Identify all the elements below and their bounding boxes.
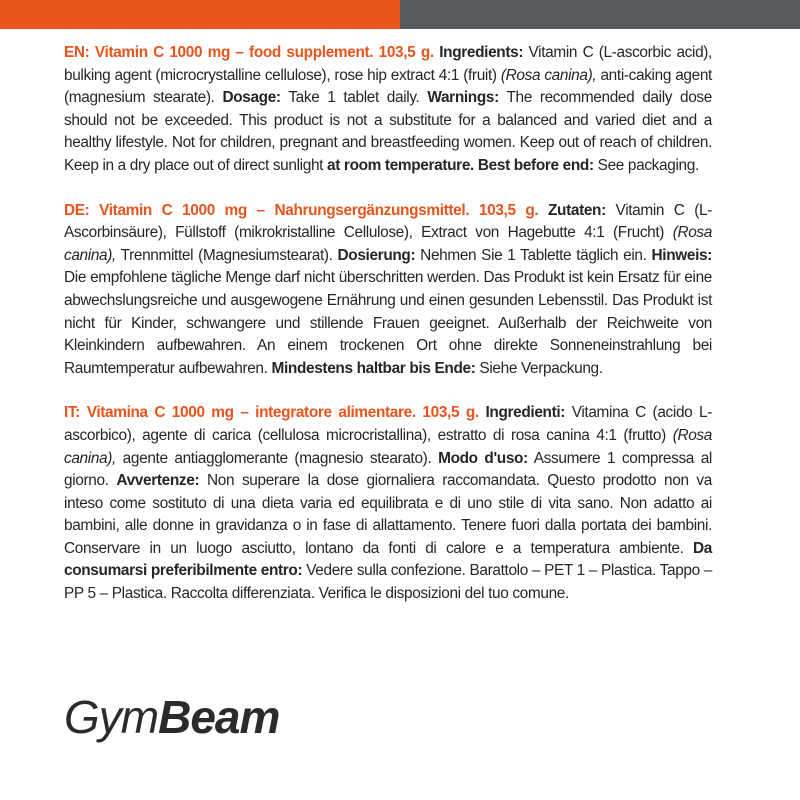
dosage-label-it: Modo d'uso: — [438, 449, 528, 467]
latin-name-it: (Rosa canina), — [64, 426, 712, 467]
dosage-text-it: Assumere 1 compressa al giorno. — [64, 449, 713, 490]
logo-gym: Gym — [64, 691, 159, 743]
ingredients-text2-de: Trennmittel (Magnesiumstearat). — [115, 246, 338, 264]
storage-bold-en: at room temperature. — [327, 156, 474, 174]
dosage-text-de: Nehmen Sie 1 Tablette täglich ein. — [415, 246, 652, 264]
paragraph-en — [64, 42, 712, 178]
warnings-text-en: The recommended daily dose should not be exceeded. This product is not a substitute for a balanced and varied diet and a healthy lifestyle. Not for children, pregnant and breastfeeding women. Keep out of reach of children. Keep in a dry place out of direct sunlight — [64, 89, 712, 174]
top-bar-orange — [0, 0, 400, 29]
warnings-text-de: Die empfohlene tägliche Menge darf nicht überschritten werden. Das Produkt ist kein Ersatz für eine abwechslungsreiche und ausgewogene Ernährung und einen gesunden Lebensstil. Das Produkt ist nicht für Kinder, schwangere und stillende Frauen geeignet. Außerhalb der Reichweite von Kleinkindern aufbewahren. An einem trockenen Ort ohne direkte Sonneneinstrahlung bei Raumtemperatur aufbewahren. — [64, 269, 712, 377]
warnings-label-de: Hinweis: — [651, 246, 712, 264]
bbe-label-en: Best before end: — [473, 156, 594, 174]
bbe-label-de: Mindestens haltbar bis Ende: — [271, 359, 476, 377]
ingredients-label-de: Zutaten: — [547, 201, 606, 219]
label-text-block — [64, 42, 712, 628]
ingredients-text-it: Vitamina C (acido L-ascorbico), agente di carica (cellulosa microcristallina), estratto di rosa canina 4:1 (frutto) — [64, 404, 713, 444]
dosage-text-en: Take 1 tablet daily. — [280, 89, 428, 107]
heading-it: IT: Vitamina C 1000 mg – integratore alimentare. 103,5 g. — [64, 404, 479, 422]
bbe-text-it: Vedere sulla confezione. Barattolo – PET 1 – Plastica. Tappo – PP 5 – Plastica. Raccolta differenziata. Verifica le disposizioni del tuo comune. — [64, 562, 713, 603]
top-color-bar — [0, 0, 800, 29]
warnings-label-en: Warnings: — [427, 89, 499, 107]
warnings-label-it: Avvertenze: — [116, 472, 200, 490]
latin-name-de: (Rosa canina), — [64, 224, 712, 264]
heading-de: DE: Vitamin C 1000 mg – Nahrungsergänzungsmittel. 103,5 g. — [64, 201, 539, 219]
ingredients-text2-en: anti-caking agent (magnesium stearate). — [64, 66, 712, 107]
ingredients-text-de: Vitamin C (L-Ascorbinsäure), Füllstoff (mikrokristalline Cellulose), Extract von Hagebutte 4:1 (Frucht) — [64, 201, 712, 242]
paragraph-de — [64, 200, 712, 381]
latin-name-en: (Rosa canina), — [500, 66, 597, 84]
ingredients-text2-it: agente antiagglomerante (magnesio stearato). — [115, 449, 439, 467]
top-bar-gray — [400, 0, 800, 29]
ingredients-text-en: Vitamin C (L-ascorbic acid), bulking agent (microcrystalline cellulose), rose hip extract 4:1 (fruit) — [64, 44, 712, 84]
ingredients-label-it: Ingredienti: — [485, 404, 566, 422]
bbe-text-de: Siehe Verpackung. — [475, 359, 603, 377]
dosage-label-de: Dosierung: — [337, 246, 416, 264]
bbe-text-en: See packaging. — [593, 156, 699, 174]
warnings-text-it: Non superare la dose giornaliera raccomandata. Questo prodotto non va inteso come sostituto di una dieta varia ed equilibrata e di uno stile di vita sano. Non adatto ai bambini, alle donne in gravidanza o in fase di allattamento. Tenere fuori dalla portata dei bambini. Conservare in un luogo asciutto, lontano da fonti di calore e a temperatura ambiente. — [64, 472, 712, 557]
logo-beam: Beam — [158, 691, 280, 743]
heading-en: EN: Vitamin C 1000 mg – food supplement. 103,5 g. — [64, 44, 434, 61]
bbe-label-it: Da consumarsi preferibilmente entro: — [64, 539, 712, 580]
paragraph-it — [64, 402, 712, 605]
ingredients-label-en: Ingredients: — [439, 44, 524, 61]
gymbeam-logo — [64, 691, 280, 743]
dosage-label-en: Dosage: — [222, 89, 281, 107]
